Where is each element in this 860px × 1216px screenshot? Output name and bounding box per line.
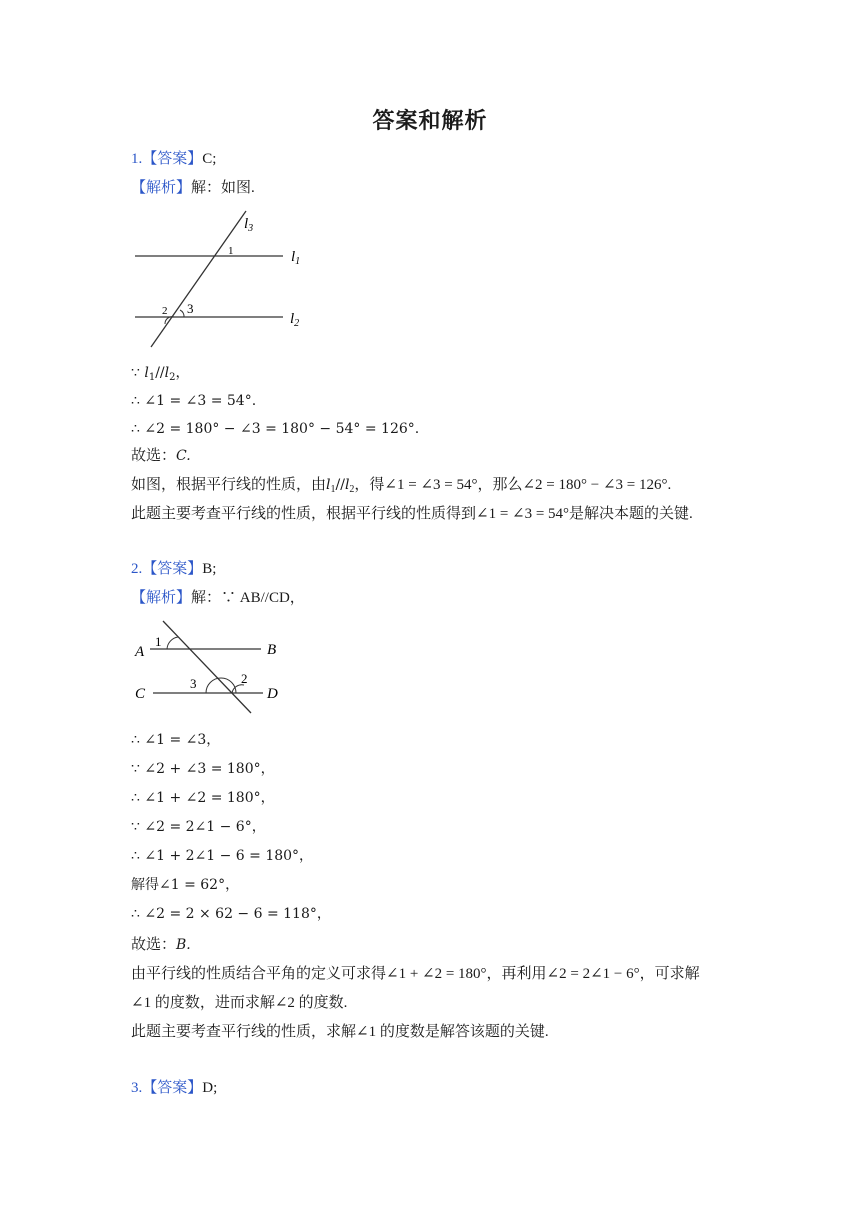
q1-answer-line	[131, 149, 216, 169]
q2-choice-line: 故选：B.	[131, 937, 191, 953]
q2-explain-3: 此题主要考查平行线的性质，求解∠1 的度数是解答该题的关键.	[131, 1024, 549, 1040]
q1-choice-line: 故选：C.	[131, 448, 191, 464]
q2-intro: 解：∵ AB//CD，	[191, 590, 305, 606]
q1-number: 1.	[131, 151, 143, 167]
q2-analysis-tag: 【解析】	[131, 590, 192, 606]
label-angle-2: 2	[241, 671, 248, 686]
q1-answer: C;	[202, 151, 217, 167]
label-C: C	[135, 686, 146, 702]
label-angle-3: 3	[187, 301, 194, 316]
q2-step-5: ∴ ∠1 + 2∠1 − 6 = 180°，	[131, 848, 314, 864]
q1-step-2: ∴ ∠1 = ∠3 = 54°.	[131, 393, 257, 409]
q3-number: 3.	[131, 1080, 143, 1096]
q2-answer-line	[131, 559, 216, 579]
q1-analysis-line	[131, 178, 255, 198]
label-angle-1: 1	[228, 245, 234, 257]
label-D: D	[267, 686, 278, 702]
angle-1-arc	[167, 637, 178, 649]
q1-step-3: ∴ ∠2 = 180° − ∠3 = 180° − 54° = 126°.	[131, 421, 420, 437]
q2-choice: B.	[176, 937, 191, 953]
label-B: B	[267, 642, 277, 658]
q2-step-4: ∵ ∠2 = 2∠1 − 6°，	[131, 819, 266, 835]
q3-answer: D;	[202, 1080, 218, 1096]
q1-explain-1: 如图，根据平行线的性质，由$l_1//l_2$，得∠1 = ∠3 = 54°，那么∠2 = 180° − ∠3 = 126°.	[131, 477, 672, 495]
q1-step-1: ∵ $l_1//l_2$，	[131, 365, 190, 383]
label-A: A	[135, 644, 145, 660]
label-l3: $l_3$	[244, 216, 254, 234]
label-l2: $l_2$	[290, 311, 300, 329]
transversal	[163, 621, 251, 713]
label-angle-3: 3	[190, 676, 197, 691]
q2-parallel-lines-figure	[131, 617, 291, 717]
q2-step-2: ∵ ∠2 + ∠3 = 180°，	[131, 761, 275, 777]
q2-number: 2.	[131, 561, 143, 577]
q2-step-1: ∴ ∠1 = ∠3，	[131, 732, 221, 748]
q2-analysis-line	[131, 588, 305, 608]
q1-explain-2: 此题主要考查平行线的性质，根据平行线的性质得到∠1 = ∠3 = 54°是解决本题的关键.	[131, 506, 693, 522]
q1-parallel-lines-figure	[131, 207, 316, 352]
q2-explain-1: 由平行线的性质结合平角的定义可求得∠1 + ∠2 = 180°，再利用∠2 = 2∠1 − 6°，可求解	[131, 966, 700, 982]
q1-intro: 解：如图.	[191, 180, 255, 196]
q1-answer-tag: 【答案】	[142, 151, 203, 167]
q2-step-6: 解得∠1 = 62°，	[131, 877, 240, 893]
page-title: 答案和解析	[372, 109, 488, 134]
angle-3-arc	[206, 678, 236, 693]
q2-step-7: ∴ ∠2 = 2 × 62 − 6 = 118°，	[131, 906, 331, 922]
label-angle-2: 2	[162, 305, 168, 317]
label-angle-1: 1	[155, 634, 162, 649]
line-l3	[151, 211, 246, 347]
label-l1: $l_1$	[291, 249, 301, 267]
q1-analysis-tag: 【解析】	[131, 180, 192, 196]
q1-choice: C.	[176, 448, 191, 464]
q2-explain-2: ∠1 的度数，进而求解∠2 的度数.	[131, 995, 348, 1011]
q3-answer-tag: 【答案】	[142, 1080, 203, 1096]
q2-step-3: ∴ ∠1 + ∠2 = 180°，	[131, 790, 275, 806]
q3-answer-line	[131, 1078, 217, 1098]
q2-answer-tag: 【答案】	[142, 561, 203, 577]
angle-3-arc	[180, 310, 184, 317]
q2-answer: B;	[202, 561, 217, 577]
